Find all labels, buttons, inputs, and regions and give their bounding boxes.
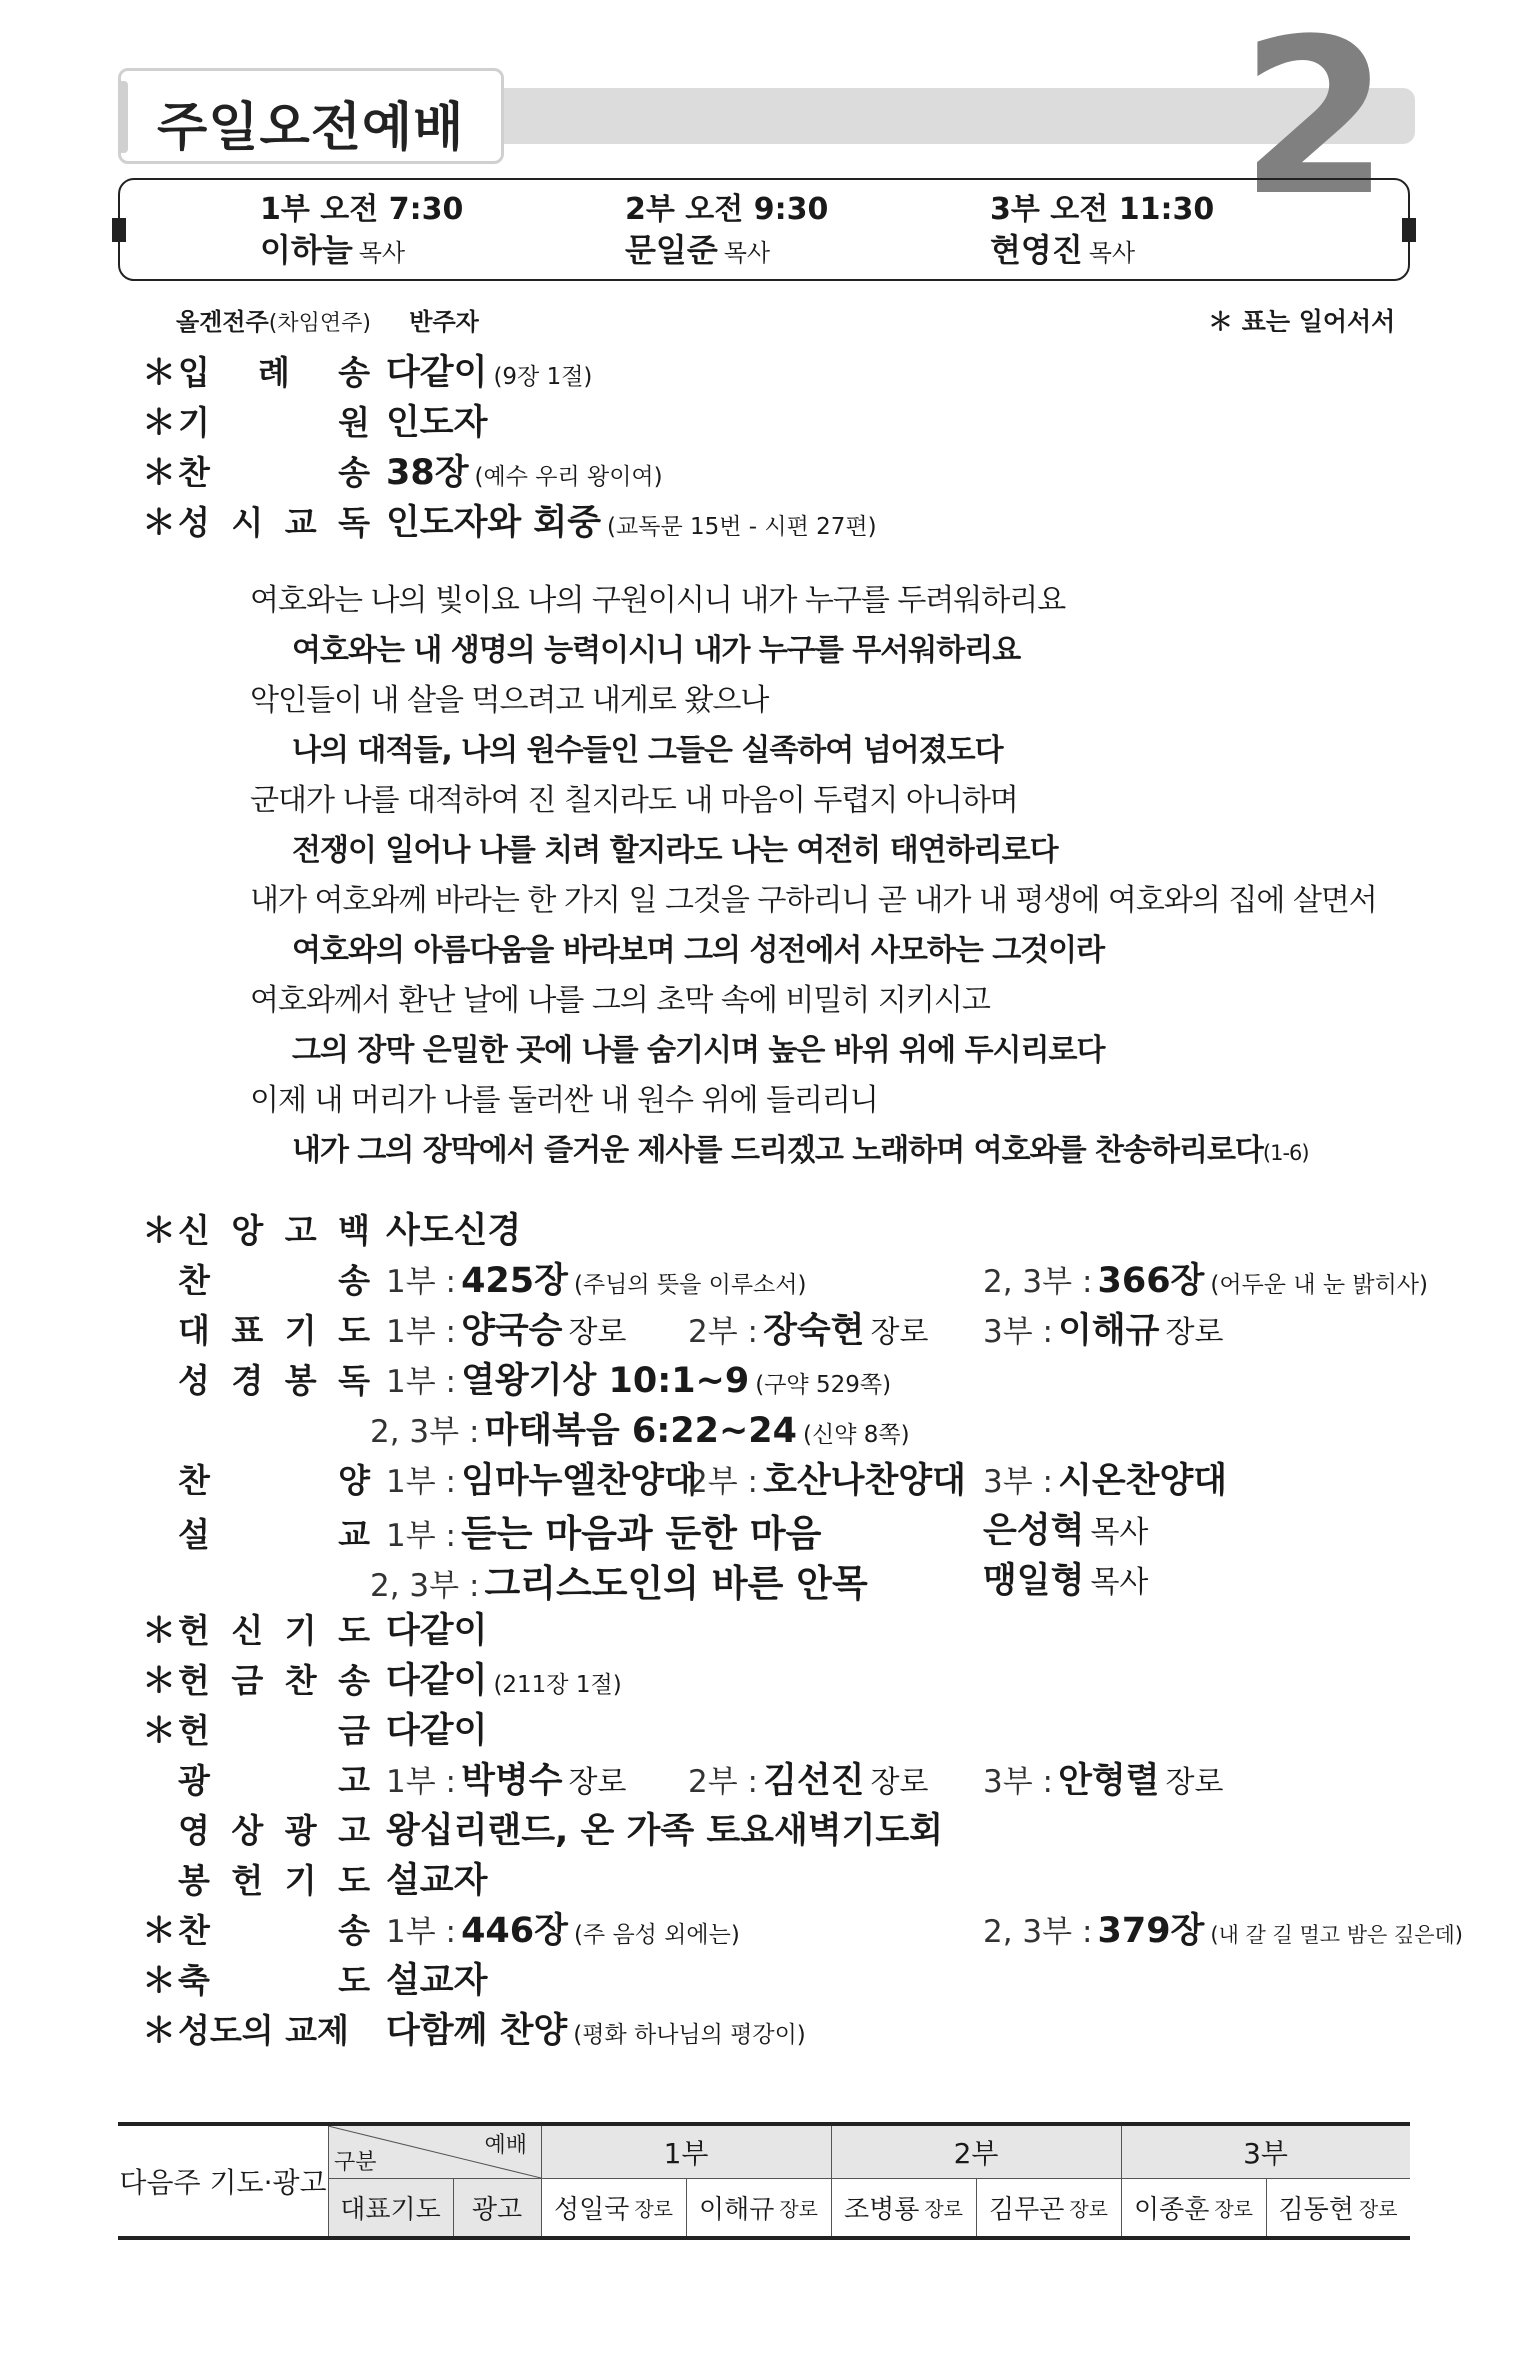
category-worship-corner xyxy=(328,2126,541,2178)
order-value: 다같이 xyxy=(386,1711,488,1751)
scripture-passage: 열왕기상 10:1~9 xyxy=(461,1361,750,1401)
order-label: 설 교 xyxy=(178,1515,370,1554)
hymn-title: (어두운 내 눈 밝히사) xyxy=(1210,1272,1428,1298)
order-label: 헌 금 찬 송 xyxy=(178,1661,370,1700)
page-title: 주일오전예배 xyxy=(157,98,465,158)
order-value: 다함께 찬양 xyxy=(386,2011,568,2051)
order-label: 영 상 광 고 xyxy=(178,1811,370,1850)
order-note: (교독문 15번 - 시편 27편) xyxy=(607,514,877,540)
order-label: 축 도 xyxy=(178,1961,370,2000)
standing-mark: ＊ xyxy=(142,2011,176,2051)
order-value: 설교자 xyxy=(386,1861,488,1901)
grid-line xyxy=(541,2126,542,2236)
order-label: 찬 송 xyxy=(178,453,370,492)
order-label: 성 경 봉 독 xyxy=(178,1361,370,1400)
service-prefix: 3부 : xyxy=(983,1314,1053,1350)
person-role: 장로 xyxy=(568,1315,627,1350)
order-note: (9장 1절) xyxy=(493,364,593,390)
col-service-2: 2부 xyxy=(953,2137,999,2170)
order-value: 다같이 xyxy=(386,1611,488,1651)
col-service-1: 1부 xyxy=(663,2137,709,2170)
scripture-passage: 마태복음 6:22~24 xyxy=(484,1411,798,1451)
order-row-offering-hymn xyxy=(142,1653,622,1699)
service-prefix: 1부 : xyxy=(386,1464,456,1500)
psalm-line-congregation: 여호와는 내 생명의 능력이시니 내가 누구를 무서워하리요 xyxy=(292,633,1021,668)
standing-mark: ＊ xyxy=(142,1961,176,2001)
hymn-title: (내 갈 길 멀고 밤은 깊은데) xyxy=(1210,1923,1463,1947)
order-note: (예수 우리 왕이여) xyxy=(474,464,663,490)
pastor-name: 이하늘 xyxy=(260,231,353,269)
order-note: (평화 하나님의 평강이) xyxy=(573,2022,806,2048)
service-time: 1부 오전 7:30 xyxy=(260,192,464,227)
sermon-title: 그리스도인의 바른 안목 xyxy=(484,1562,868,1605)
person-role: 장로 xyxy=(568,1765,627,1800)
person-role: 장로 xyxy=(870,1315,929,1350)
service-prefix: 2, 3부 : xyxy=(370,1568,480,1604)
col-service-3: 3부 xyxy=(1243,2137,1288,2170)
organist-note: (차임연주) xyxy=(268,311,371,336)
psalm-line-leader: 내가 여호와께 바라는 한 가지 일 그것을 구하리니 곧 내가 내 평생에 여호와의 집에 살면서 xyxy=(250,883,1377,918)
grid-line xyxy=(1266,2178,1267,2236)
order-row-video-ads xyxy=(142,1803,943,1849)
row-label-prayer: 대표기도 xyxy=(328,2178,453,2236)
order-row-closing-hymn xyxy=(142,1903,740,1949)
psalm-line-leader: 여호와께서 환난 날에 나를 그의 초막 속에 비밀히 지키시고 xyxy=(250,983,990,1018)
order-row-responsive-reading xyxy=(142,495,877,541)
service-prefix: 1부 : xyxy=(386,1518,456,1554)
grid-line xyxy=(831,2126,832,2236)
preacher-name: 은성혁 xyxy=(983,1511,1085,1551)
order-row-offering xyxy=(142,1703,487,1749)
person-name: 이해규 xyxy=(1058,1311,1160,1351)
person-role: 장로 xyxy=(1165,1315,1224,1350)
psalm-line-leader: 여호와는 나의 빛이요 나의 구원이시니 내가 누구를 두려워하리요 xyxy=(250,583,1066,618)
prayer-3-service xyxy=(983,1303,1223,1353)
order-row-fellowship xyxy=(142,2003,806,2049)
hymn-title: (주님의 뜻을 이루소서) xyxy=(573,1272,807,1298)
order-value: 인도자와 회중 xyxy=(386,503,602,543)
order-row-benediction xyxy=(142,1953,487,1999)
order-row-prayer xyxy=(142,1303,626,1349)
order-label: 신 앙 고 백 xyxy=(178,1211,370,1250)
service-prefix: 2부 : xyxy=(688,1764,758,1800)
order-row-choir xyxy=(142,1453,698,1499)
service-prefix: 1부 : xyxy=(386,1264,456,1300)
prayer-2-service xyxy=(688,1303,928,1353)
organist-prelude xyxy=(176,302,479,337)
person-role: 장로 xyxy=(870,1765,929,1800)
sermon-2-3-service xyxy=(370,1553,868,1607)
grid-line xyxy=(686,2178,687,2236)
box-tab-right xyxy=(1402,218,1416,242)
order-row-creed xyxy=(142,1203,521,1249)
standing-mark: ＊ xyxy=(142,1911,176,1951)
preacher-role: 목사 xyxy=(1090,1565,1149,1600)
service-times-box xyxy=(118,178,1410,281)
choir-3-service xyxy=(983,1453,1227,1503)
preacher-name: 맹일형 xyxy=(983,1561,1085,1601)
standing-mark: ＊ xyxy=(142,1661,176,1701)
grid-line xyxy=(453,2178,454,2236)
service-prefix: 2부 : xyxy=(688,1464,758,1500)
service-1 xyxy=(260,190,463,270)
service-prefix: 3부 : xyxy=(983,1764,1053,1800)
psalm-line-leader: 악인들이 내 살을 먹으려고 내게로 왔으나 xyxy=(250,683,769,718)
sermon-1-preacher xyxy=(983,1503,1148,1553)
order-note: (211장 1절) xyxy=(493,1672,622,1698)
order-label: 봉 헌 기 도 xyxy=(178,1861,370,1900)
psalm-line-text: 내가 그의 장막에서 즐거운 제사를 드리겠고 노래하며 여호와를 찬송하리로다 xyxy=(292,1133,1263,1168)
choir-2-service xyxy=(688,1453,966,1503)
hymn-2-3-service xyxy=(983,1253,1428,1303)
title-box xyxy=(118,68,504,164)
order-label: 찬 송 xyxy=(178,1911,370,1950)
order-row-hymn-2 xyxy=(142,1253,806,1299)
order-row-scripture xyxy=(142,1353,891,1399)
standing-mark: ＊ xyxy=(142,1711,176,1751)
pastor-role: 목사 xyxy=(1088,239,1136,267)
ads-3-service xyxy=(983,1753,1223,1803)
order-value: 설교자 xyxy=(386,1961,488,2001)
grid-line xyxy=(976,2178,977,2236)
pastor-name: 현영진 xyxy=(990,231,1083,269)
order-row-sermon xyxy=(142,1503,822,1555)
service-prefix: 1부 : xyxy=(386,1764,456,1800)
service-2 xyxy=(625,190,828,270)
choir-name: 임마누엘찬양대 xyxy=(461,1461,698,1501)
order-value: 사도신경 xyxy=(386,1211,522,1251)
order-value: 인도자 xyxy=(386,403,488,443)
standing-mark: ＊ xyxy=(142,403,176,443)
standing-mark: ＊ xyxy=(142,453,176,493)
ads-2-service xyxy=(688,1753,928,1803)
psalm-line-leader: 군대가 나를 대적하여 진 칠지라도 내 마음이 두렵지 아니하며 xyxy=(250,783,1018,818)
order-label: 헌 신 기 도 xyxy=(178,1611,370,1650)
service-prefix: 1부 : xyxy=(386,1364,456,1400)
person-role: 장로 xyxy=(1165,1765,1224,1800)
sermon-2-3-preacher xyxy=(983,1553,1148,1603)
scripture-page: (신약 8쪽) xyxy=(803,1422,910,1448)
choir-name: 호산나찬양대 xyxy=(763,1461,966,1501)
grid-line xyxy=(328,2178,1410,2179)
grid-line xyxy=(1121,2126,1122,2236)
psalm-line-congregation xyxy=(292,1125,1309,1169)
hymn-number: 446장 xyxy=(461,1911,568,1951)
order-row-invocation xyxy=(142,395,487,441)
standing-mark: ＊ xyxy=(142,353,176,393)
psalm-line-congregation: 나의 대적들, 나의 원수들인 그들은 실족하여 넘어졌도다 xyxy=(292,733,1003,768)
hymn-number: 366장 xyxy=(1097,1261,1205,1301)
order-label: 찬 양 xyxy=(178,1461,370,1500)
service-prefix: 2, 3부 : xyxy=(983,1264,1093,1300)
order-row-entrance-hymn xyxy=(142,345,592,391)
psalm-line-congregation: 여호와의 아름다움을 바라보며 그의 성전에서 사모하는 그것이라 xyxy=(292,933,1105,968)
order-label: 대 표 기 도 xyxy=(178,1311,370,1350)
service-prefix: 2, 3부 : xyxy=(370,1414,480,1450)
person-name: 김선진 xyxy=(763,1761,865,1801)
service-prefix: 1부 : xyxy=(386,1314,456,1350)
scripture-2-3-service xyxy=(370,1403,910,1453)
order-label: 찬 송 xyxy=(178,1261,370,1300)
choir-name: 시온찬양대 xyxy=(1058,1461,1228,1501)
table-cell-person: 김무곤 장로 xyxy=(989,2194,1108,2225)
order-label: 기 원 xyxy=(178,403,370,442)
hymn-number: 425장 xyxy=(461,1261,568,1301)
hymn-title: (주 음성 외에는) xyxy=(573,1922,740,1948)
standing-note: ＊ 표는 일어서서 xyxy=(1208,307,1396,336)
box-tab-left xyxy=(112,218,126,242)
order-label: 헌 금 xyxy=(178,1711,370,1750)
standing-mark: ＊ xyxy=(142,503,176,543)
grid-line xyxy=(328,2126,329,2236)
order-label: 광 고 xyxy=(178,1761,370,1800)
order-value: 다같이 xyxy=(386,1661,488,1701)
service-prefix: 1부 : xyxy=(386,1914,456,1950)
psalm-line-congregation: 그의 장막 은밀한 곳에 나를 숨기시며 높은 바위 위에 두시리로다 xyxy=(292,1033,1105,1068)
psalm-line-congregation: 전쟁이 일어나 나를 치려 할지라도 나는 여전히 태연하리로다 xyxy=(292,833,1058,868)
order-label: 성도의 교제 xyxy=(178,2011,349,2050)
table-cell-person: 이종훈 장로 xyxy=(1134,2194,1253,2225)
service-prefix: 3부 : xyxy=(983,1464,1053,1500)
row-label-ads: 광고 xyxy=(453,2178,541,2236)
pastor-name: 문일준 xyxy=(625,231,718,269)
standing-mark: ＊ xyxy=(142,1611,176,1651)
service-time: 3부 오전 11:30 xyxy=(990,192,1215,227)
col-worship-label: 예배 xyxy=(484,2133,527,2158)
organist-label: 올겐전주 xyxy=(176,308,269,336)
table-cell-person: 이해규 장로 xyxy=(699,2194,818,2225)
person-name: 장숙현 xyxy=(763,1311,865,1351)
order-row-announcements xyxy=(142,1753,626,1799)
service-time: 2부 오전 9:30 xyxy=(625,192,829,227)
scripture-page: (구약 529쪽) xyxy=(755,1372,892,1398)
psalm-line-leader: 이제 내 머리가 나를 둘러싼 내 원수 위에 들리리니 xyxy=(250,1083,878,1118)
preacher-role: 목사 xyxy=(1090,1515,1149,1550)
order-label: 입 례 송 xyxy=(178,353,370,392)
col-category-label: 구분 xyxy=(334,2150,377,2175)
psalm-reference: (1-6) xyxy=(1262,1141,1309,1165)
next-week-title: 다음주 기도·광고 xyxy=(119,2166,327,2199)
page-number: 2 xyxy=(1240,0,1384,243)
sermon-title: 듣는 마음과 둔한 마음 xyxy=(461,1512,822,1555)
person-name: 양국승 xyxy=(461,1311,563,1351)
person-name: 박병수 xyxy=(461,1761,563,1801)
order-value: 38장 xyxy=(386,453,469,493)
table-cell-person: 조병룡 장로 xyxy=(844,2194,963,2225)
hymn-number: 379장 xyxy=(1097,1911,1205,1951)
order-label: 성 시 교 독 xyxy=(178,503,370,542)
table-cell-person: 김동현 장로 xyxy=(1278,2194,1398,2225)
standing-mark: ＊ xyxy=(142,1211,176,1251)
person-name: 안형렬 xyxy=(1058,1761,1160,1801)
table-cell-person: 성일국 장로 xyxy=(554,2194,673,2225)
pastor-role: 목사 xyxy=(358,239,406,267)
order-value: 다같이 xyxy=(386,353,488,393)
order-value: 왕십리랜드, 온 가족 토요새벽기도회 xyxy=(386,1811,944,1851)
service-prefix: 2부 : xyxy=(688,1314,758,1350)
order-row-offertory-prayer xyxy=(142,1853,487,1899)
accompanist-label: 반주자 xyxy=(409,308,479,336)
service-prefix: 2, 3부 : xyxy=(983,1914,1093,1950)
service-3 xyxy=(990,190,1214,270)
next-week-table xyxy=(118,2122,1410,2240)
closing-hymn-2-3-service xyxy=(983,1903,1463,1953)
pastor-role: 목사 xyxy=(723,239,771,267)
order-row-hymn xyxy=(142,445,663,491)
order-row-dedication-prayer xyxy=(142,1603,487,1649)
